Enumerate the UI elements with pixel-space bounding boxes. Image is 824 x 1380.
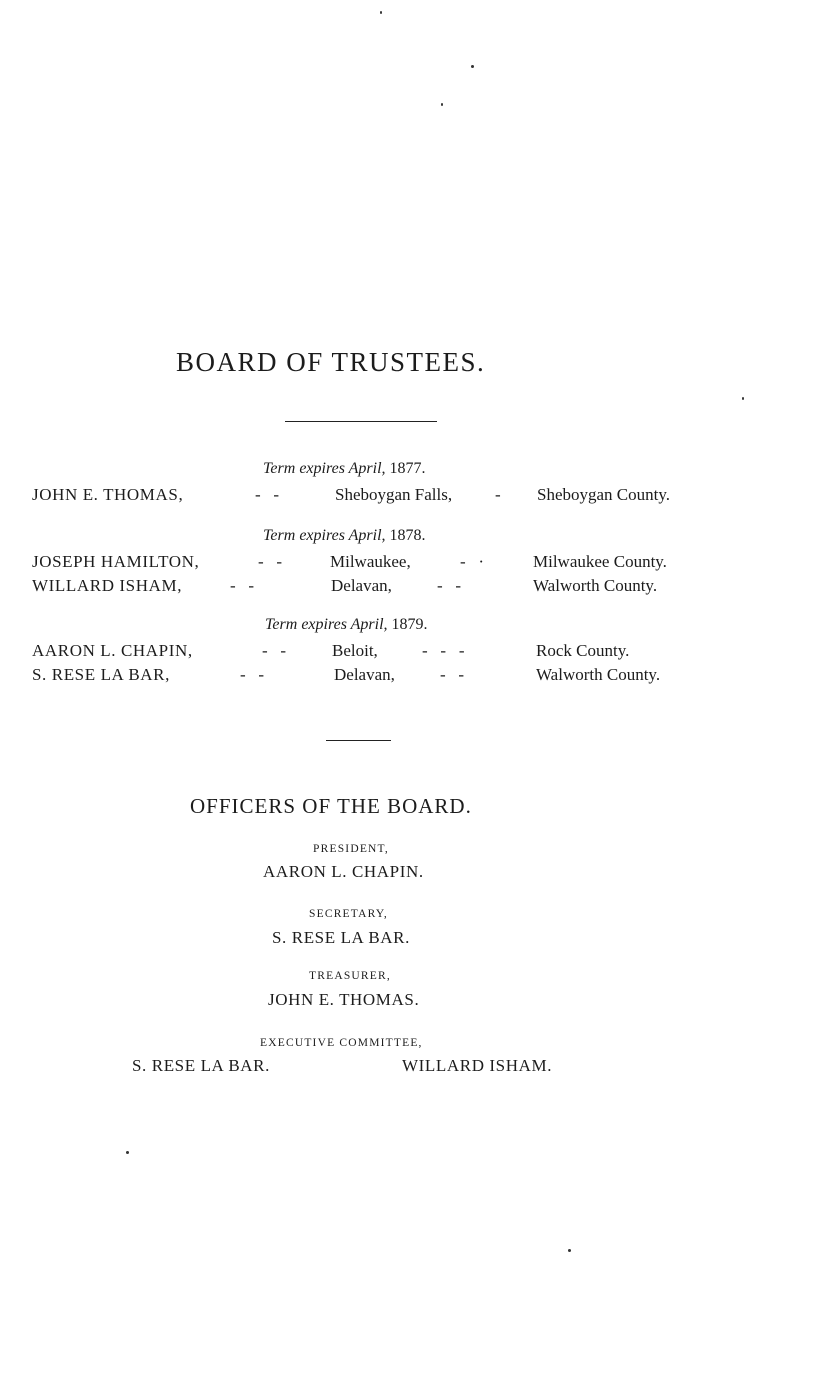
trustee-place: Delavan, (334, 665, 395, 684)
scan-speck (380, 11, 382, 14)
term-heading (263, 460, 426, 478)
trustee-county: Walworth County. (533, 576, 658, 595)
term-year: 1877. (389, 460, 426, 477)
term-year: 1879. (391, 616, 428, 633)
trustee-row (0, 485, 824, 507)
trustee-county: Rock County. (536, 641, 630, 660)
trustee-county: Walworth County. (536, 665, 661, 684)
trustee-row (0, 552, 824, 574)
term-label: Term expires April, (265, 616, 388, 633)
term-label: Term expires April, (263, 460, 386, 477)
trustee-row (0, 641, 824, 663)
leader-dashes: - - (262, 641, 287, 660)
trustee-name: JOSEPH HAMILTON, (32, 552, 200, 571)
trustee-name: JOHN E. THOMAS, (32, 485, 184, 504)
trustee-place: Beloit, (332, 641, 378, 660)
leader-dashes: - - (255, 485, 280, 504)
president-label: PRESIDENT, (313, 843, 389, 855)
trustee-row (0, 665, 824, 687)
leader-dashes: - - (240, 665, 265, 684)
treasurer-name: JOHN E. THOMAS. (268, 990, 420, 1009)
leader-dashes: - - (258, 552, 283, 571)
term-label: Term expires April, (263, 527, 386, 544)
term-year: 1878. (389, 527, 426, 544)
trustee-place: Delavan, (331, 576, 392, 595)
trustee-name: AARON L. CHAPIN, (32, 641, 193, 660)
trustee-place: Sheboygan Falls, (335, 485, 453, 504)
leader-dashes: - - (230, 576, 255, 595)
executive-committee-label: EXECUTIVE COMMITTEE, (260, 1037, 423, 1049)
title-divider (285, 421, 437, 422)
trustee-name: WILLARD ISHAM, (32, 576, 183, 595)
term-heading (263, 527, 426, 545)
leader-dashes: - - (440, 665, 465, 684)
scan-speck (126, 1151, 129, 1154)
scan-speck (471, 65, 474, 68)
scan-speck (568, 1249, 571, 1252)
scan-speck (441, 103, 443, 106)
treasurer-label: TREASURER, (309, 970, 391, 982)
term-heading (265, 616, 428, 634)
trustee-county: Milwaukee County. (533, 552, 667, 571)
board-title: BOARD OF TRUSTEES. (176, 347, 486, 377)
leader-dashes: - · (460, 552, 485, 571)
secretary-name: S. RESE LA BAR. (272, 928, 410, 947)
trustee-row (0, 576, 824, 598)
leader-dashes: - - - (422, 641, 465, 660)
scan-speck (742, 397, 744, 400)
leader-dashes: - - (437, 576, 462, 595)
trustee-place: Milwaukee, (330, 552, 411, 571)
executive-member: WILLARD ISHAM. (402, 1056, 553, 1075)
leader-dashes: - (495, 485, 501, 504)
secretary-label: SECRETARY, (309, 908, 388, 920)
president-name: AARON L. CHAPIN. (263, 862, 424, 881)
trustee-county: Sheboygan County. (537, 485, 671, 504)
executive-member: S. RESE LA BAR. (132, 1056, 270, 1075)
section-divider (326, 740, 391, 741)
officers-title: OFFICERS OF THE BOARD. (190, 794, 472, 818)
trustee-name: S. RESE LA BAR, (32, 665, 170, 684)
